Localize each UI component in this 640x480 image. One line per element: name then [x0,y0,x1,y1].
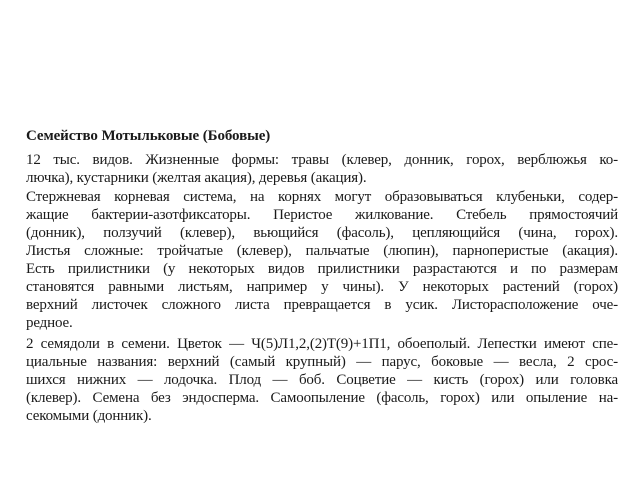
text-line: (донник), ползучий (клевер), вьющийся (фасоль), цепляющийся (чина, горох). [26,225,618,241]
text-line: Есть прилистники (у некоторых видов прилистники разрастаются и по размерам [26,261,618,277]
section-heading: Семейство Мотыльковые (Бобовые) [26,128,271,144]
text-line: редное. [26,315,73,331]
paragraph-overview [26,151,618,187]
text-line: шихся нижних — лодочка. Плод — боб. Соцветие — кисть (горох) или головка [26,372,618,388]
text-line: 12 тыс. видов. Жизненные формы: травы (клевер, донник, горох, верблюжья ко- [26,152,618,168]
text-line: лючка), кустарники (желтая акация), деревья (акация). [26,170,367,186]
text-line: 2 семядоли в семени. Цветок — Ч(5)Л1,2,(2)Т(9)+1П1, обоеполый. Лепестки имеют спе- [26,336,618,352]
text-line: циальные названия: верхний (самый крупный) — парус, боковые — весла, 2 срос- [26,354,618,370]
paragraph-flower-fruit [26,335,618,425]
text-line: (клевер). Семена без эндосперма. Самоопыление (фасоль, горох) или опыление на- [26,390,618,406]
text-line: Листья сложные: тройчатые (клевер), пальчатые (люпин), парноперистые (акация). [26,243,618,259]
text-line: верхний листочек сложного листа превращается в усик. Листорасположение оче- [26,297,618,313]
text-line: секомыми (донник). [26,408,152,424]
text-line: жащие бактерии-азотфиксаторы. Перистое жилкование. Стебель прямостоячий [26,207,618,223]
text-line: Стержневая корневая система, на корнях могут образовываться клубеньки, содер- [26,189,618,205]
text-line: становятся равными листьям, например у чины). У некоторых растений (горох) [26,279,618,295]
paragraph-morphology [26,188,618,332]
